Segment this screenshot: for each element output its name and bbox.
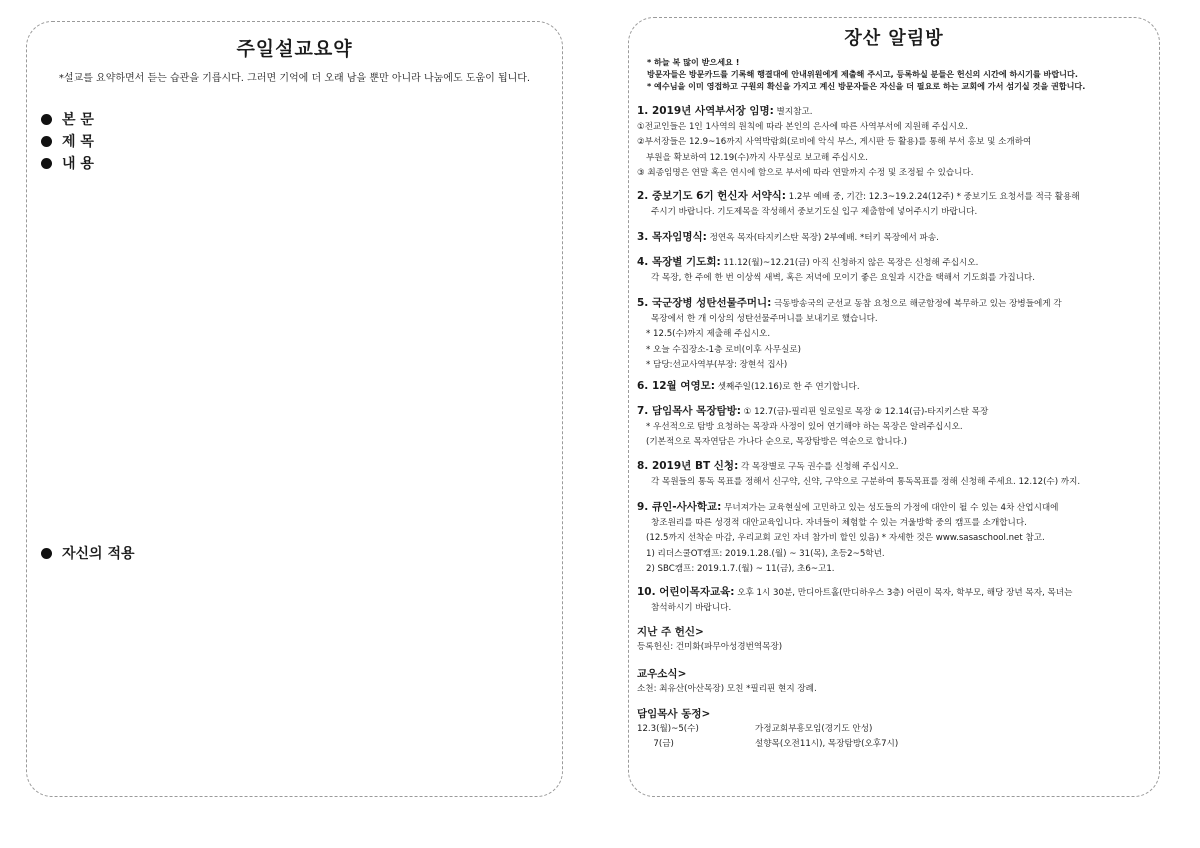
item-line: * 오늘 수집장소-1층 로비(이후 사무실로) [646,344,802,355]
head-content-label: 내 용 [62,156,94,172]
item-text: 무너져가는 교육현실에 고민하고 있는 성도들의 가정에 대안이 될 수 있는 4차 산업시대에 [721,503,1059,513]
item-heading: 9. 큐인-사사학교: [637,501,722,513]
item-heading: 5. 국군장병 성탄선물주머니: [637,297,772,309]
item-text: 1.2부 예배 중, 기간: 12.3~19.2.24(12주) * 중보기도 요청서를 적극 활용해 [786,192,1080,202]
notice-line: * 하늘 복 많이 받으세요 ! [647,57,740,67]
item-line: 1) 리더스쿨OT캠프: 2019.1.28.(월) ~ 31(목), 초등2~5학년. [646,548,885,559]
item-line: 각 목장, 한 주에 한 번 이상씩 새벽, 혹은 저녁에 모이기 좋은 요일과 시간을 택해서 기도회를 가집니다. [651,273,1035,284]
item-heading: 1. 2019년 사역부서장 임명: [637,105,774,117]
bullet-icon [41,158,52,169]
item-line: 부원을 확보하여 12.19(수)까지 사무실로 보고해 주십시오. [646,152,869,163]
head-application [41,543,135,563]
schedule-row [637,737,1153,752]
item-text: 정연옥 목자(타지키스탄 목장) 2부예배. *터키 목장에서 파송. [706,233,939,243]
head-title [41,131,94,151]
news-heading: 교우소식> [637,668,687,680]
item-text: 별지참고. [773,107,813,117]
pastor-schedule-section [637,707,1153,753]
notice-line: 방문자들은 방문카드를 기록해 행결대에 안내위원에게 제출해 주시고, 등록하실 분들은 헌신의 시간에 하시기를 바랍니다. [647,69,1078,79]
schedule-date: 7(금) [637,739,674,750]
announcement-item [637,230,1153,246]
item-text: 셋째주일(12.16)로 한 주 연기합니다. [715,382,860,392]
head-application-label: 자신의 적용 [62,546,135,562]
item-line: ②부서장들은 12.9~16까지 사역박람회(로비에 악식 부스, 게시판 등 활용)를 통해 부서 홍보 및 소개하여 [637,137,1032,148]
item-heading: 8. 2019년 BT 신청: [637,460,739,472]
schedule-event: 가정교회부흥모임(경기도 안성) [755,724,873,735]
announcements-title: 장산 알림방 [844,28,944,49]
item-line: 각 목원들의 통독 목표를 정해서 신구약, 신약, 구약으로 구분하여 통독목표를 정해 신청해 주세요. 12.12(수) 까지. [651,477,1081,488]
news-section [637,667,1153,697]
item-line: 목장에서 한 개 이상의 성탄선물주머니를 보내기로 했습니다. [651,314,878,325]
announcement-item [637,255,1153,286]
item-line: * 담당:선교사역부(부장: 장현석 집사) [646,359,788,370]
announcement-item [637,500,1153,577]
item-heading: 2. 중보기도 6기 헌신자 서약식: [637,190,786,202]
offering-heading: 지난 주 헌신> [637,626,704,638]
item-heading: 7. 담임목사 목장탐방: [637,405,741,417]
announcement-item [637,585,1153,616]
schedule-date: 12.3(월)~5(수) [637,724,699,735]
notice-block [647,56,1147,92]
item-heading: 10. 어린이목자교육: [637,586,735,598]
item-text: ① 12.7(금)-필리핀 일로일로 목장 ② 12.14(금)-타지키스탄 목장 [740,407,989,417]
item-line: ①전교인들은 1인 1사역의 원칙에 따라 본인의 은사에 따른 사역부서에 지원해 주십시오. [637,122,968,133]
schedule-event: 설향목(오전11시), 목장탐방(오후7시) [755,739,899,750]
item-text: 극동방송국의 군선교 동참 요청으로 해군함정에 복무하고 있는 장병들에게 각 [771,299,1062,309]
announcement-item [637,404,1153,451]
item-line: * 12.5(수)까지 제출해 주십시오. [646,329,771,340]
item-text: 11.12(월)~12.21(금) 아직 신청하지 않은 목장은 신청해 주십시오. [720,258,979,268]
item-line: (기본적으로 목자연담은 가나다 순으로, 목장탐방은 역순으로 합니다.) [646,437,908,448]
bullet-icon [41,548,52,559]
pastor-schedule-heading: 담임목사 동정> [637,708,711,720]
announcement-item [637,189,1153,220]
announcement-item [637,379,1153,395]
item-heading: 3. 목자임명식: [637,231,707,243]
item-text: 각 목장별로 구독 권수를 신청해 주십시오. [738,462,899,472]
item-text: 오후 1시 30분, 만디아트홀(만디하우스 3층) 어린이 목자, 학부모, 해당 장년 목자, 목녀는 [734,588,1073,598]
schedule-row [637,722,1153,737]
offering-text: 등록헌신: 건미화(파무아성경번역목장) [637,642,783,653]
sermon-summary-panel [26,21,563,797]
item-line: 창조원리를 따른 성경적 대안교육입니다. 자녀들이 체험할 수 있는 겨울방학 중의 캠프를 소개합니다. [651,518,1027,529]
announcement-item [637,104,1153,181]
announcement-item [637,296,1153,373]
head-scripture [41,109,94,129]
sermon-summary-title: 주일설교요약 [236,38,353,60]
item-heading: 4. 목장별 기도회: [637,256,721,268]
head-content [41,153,94,173]
item-line: (12.5까지 선착순 마감, 우리교회 교인 자녀 참가비 할인 있음) * 자세한 것은 www.sasaschool.net 참고. [646,533,1045,544]
item-line: 주시기 바랍니다. 기도제목을 작성해서 중보기도실 입구 제출함에 넣어주시기 바랍니다. [651,207,978,218]
item-line: ③ 최종임명은 연말 혹은 연시에 함으로 부서에 따라 연말까지 수정 및 조정될 수 있습니다. [637,167,974,178]
notice-line: * 예수님을 이미 영접하고 구원의 확신을 가지고 계신 방문자들은 자신을 더 필요로 하는 교회에 가서 섬기실 것을 권합니다. [647,81,1086,91]
sermon-summary-subtitle: *설교를 요약하면서 듣는 습관을 기릅시다. 그러면 기억에 더 오래 남을 뿐만 아니라 나눔에도 도움이 됩니다. [58,73,531,84]
item-line: 참석하시기 바랍니다. [651,603,732,614]
announcement-item [637,459,1153,490]
bullet-icon [41,136,52,147]
item-line: 2) SBC캠프: 2019.1.7.(월) ~ 11(금), 초6~고1. [646,563,835,574]
item-heading: 6. 12월 여영모: [637,380,715,392]
offering-section [637,625,1153,655]
bullet-icon [41,114,52,125]
head-title-label: 제 목 [62,134,94,150]
announcements-panel [628,17,1160,797]
news-text: 소천: 최유산(아산목장) 모친 *필리핀 현지 장례. [637,684,817,695]
item-line: * 우선적으로 탐방 요청하는 목장과 사정이 있어 연기해야 하는 목장은 알려주십시오. [646,422,963,433]
head-scripture-label: 본 문 [62,112,94,128]
